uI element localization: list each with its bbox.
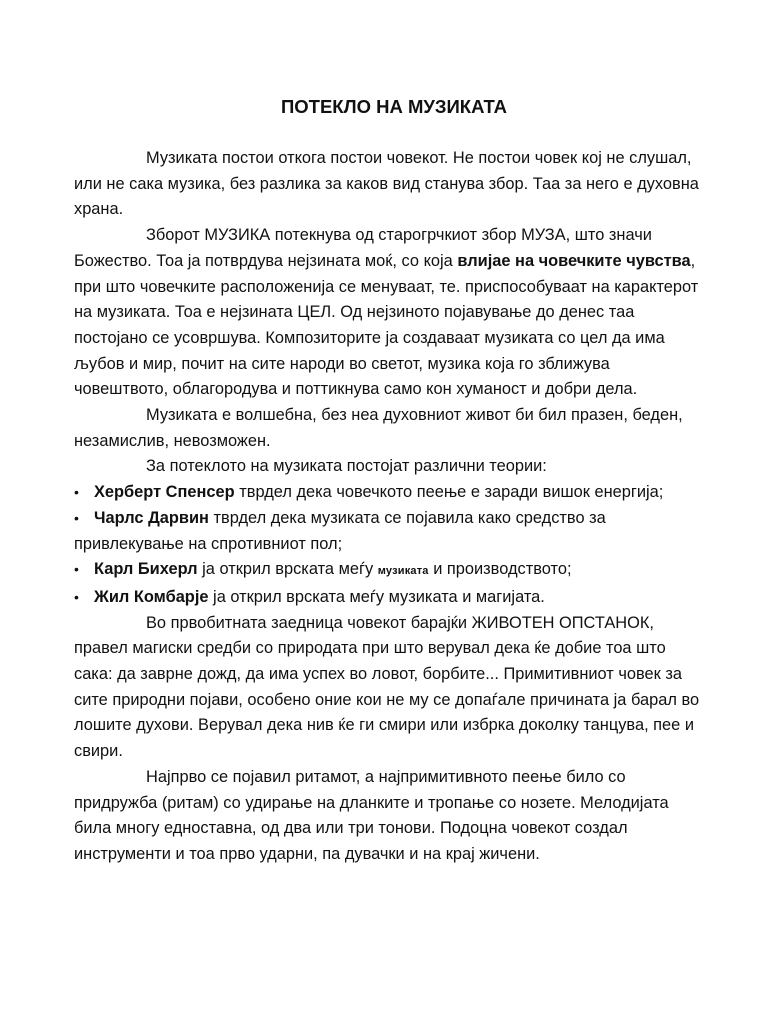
paragraph-2-text-c: , при што човечките расположенија се менуваат, те. приспособуваат на карактерот на музиката. Тоа е нејзината ЦЕЛ. Од нејзиното појавување до денес таа постојано се усовршува. Композиторите ја создаваат музиката со цел да има љубов и мир, почит на сите народи во светот, музика која го зближува човештвото, облагородува и поттикнува само кон хуманост и добри дела. bbox=[74, 251, 699, 399]
bullet-icon: • bbox=[74, 484, 79, 501]
bullet-icon: • bbox=[74, 588, 79, 605]
paragraph-3: Музиката е волшебна, без неа духовниот живот би бил празен, беден, незамислив, невозможен. bbox=[74, 406, 683, 450]
page-title: ПОТЕКЛО НА МУЗИКАТА bbox=[280, 96, 508, 117]
paragraph-6: Најпрво се појавил ритамот, а најпримитивното пеење било со придружба (ритам) со удирање на дланките и тропање со нозете. Мелодијата била многу едноставна, од два или три тонови. Подоцна човекот создал инструменти и тоа прво ударни, па дувачки и на крај жичени. bbox=[74, 767, 669, 863]
theorist-name: Чарлс Дарвин bbox=[94, 508, 209, 527]
theory-small-word: музиката bbox=[377, 565, 429, 578]
theory-text: тврдел дека музиката се појавила како средство за привлекување на спротивниот пол; bbox=[74, 508, 606, 553]
bullet-icon: • bbox=[74, 509, 79, 526]
paragraph-5: Во првобитната заедница човекот барајќи ЖИВОТЕН ОПСТАНОК, правел магиски средби со природата при што верувал дека ќе добие тоа што сака: да заврне дожд, да има успех во ловот, борбите... Примитивниот човек за сите природни појави, особено оние кои не му се допаѓале причината ја барал во лошите духови. Верувал дека нив ќе ги смири или избрка доколку танцува, пее и свири. bbox=[74, 613, 700, 761]
list-item bbox=[74, 480, 704, 506]
paragraph-2-bold: влијае на човечките чувства bbox=[457, 251, 691, 270]
theory-text-b: и производството; bbox=[428, 560, 572, 579]
paragraph-2-text-a: Зборот МУЗИКА потекнува од старогрчкиот збор МУЗА, што значи Божество. Тоа ја потврдува нејзината моќ, со која bbox=[74, 226, 652, 270]
document-page bbox=[74, 94, 704, 868]
theories-list bbox=[74, 480, 704, 611]
list-item bbox=[74, 585, 704, 611]
theorist-name: Херберт Спенсер bbox=[94, 483, 235, 502]
paragraph-1: Музиката постои откога постои човекот. Не постои човек кој не слушал, или не сака музика, без разлика за каков вид станува збор. Таа за него е духовна храна. bbox=[74, 149, 699, 219]
list-item bbox=[74, 506, 704, 557]
list-item bbox=[74, 557, 704, 585]
theorist-name: Карл Бихерл bbox=[94, 560, 198, 579]
paragraph-4: За потеклото на музиката постојат различни теории: bbox=[146, 457, 547, 476]
theory-text-a: ја открил врската меѓу bbox=[197, 560, 378, 579]
bullet-icon: • bbox=[74, 561, 79, 578]
theory-text: ја открил врската меѓу музиката и магијата. bbox=[208, 587, 545, 606]
theory-text: тврдел дека човечкото пеење е заради вишок енергија; bbox=[234, 483, 664, 502]
theorist-name: Жил Комбарје bbox=[94, 587, 209, 606]
paragraph-2 bbox=[74, 223, 704, 403]
